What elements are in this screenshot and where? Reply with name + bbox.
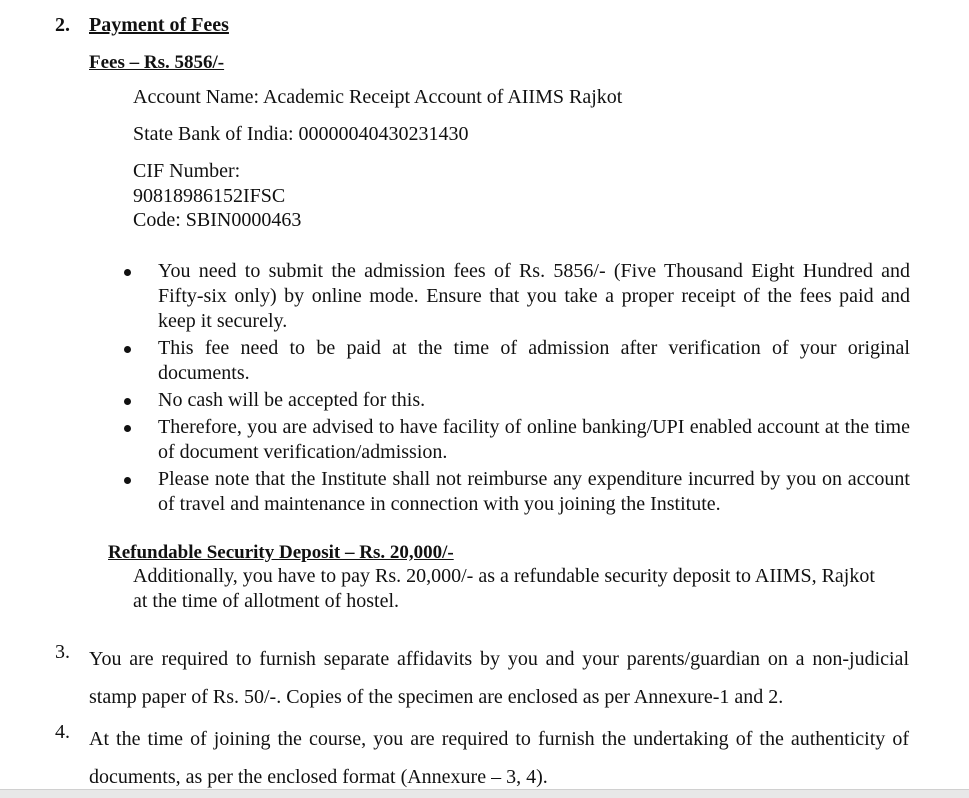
fees-heading: Fees – Rs. 5856/- (89, 52, 225, 73)
list-item (0, 388, 910, 413)
item-text: You are required to furnish separate affidavits by you and your parents/guardian on a non-judicial stamp paper of Rs. 50/-. Copies of the specimen are enclosed as per Annexure-1 and 2. (89, 648, 909, 708)
bullet-icon (124, 346, 131, 353)
list-item-text: Therefore, you are advised to have facility of online banking/UPI enabled account at the time of document verification/admission. (158, 416, 910, 463)
bullet-icon (124, 477, 131, 484)
bullet-icon (124, 398, 131, 405)
bullet-icon (124, 269, 131, 276)
refundable-deposit-text: Additionally, you have to pay Rs. 20,000/- as a refundable security deposit to AIIMS, Rajkot at the time of allotment of hostel. (133, 565, 875, 612)
section-number: 2. (55, 14, 70, 36)
fee-instructions-list (0, 259, 969, 519)
item-number: 3. (55, 641, 70, 663)
cif-label: CIF Number: (133, 160, 241, 182)
list-item-text: No cash will be accepted for this. (158, 389, 426, 411)
list-item (0, 467, 910, 517)
account-name: Account Name: Academic Receipt Account of AIIMS Rajkot (133, 86, 623, 108)
list-item (0, 259, 910, 334)
list-item-text: This fee need to be paid at the time of admission after verification of your original documents. (158, 337, 910, 384)
bullet-icon (124, 425, 131, 432)
item-number: 4. (55, 721, 70, 743)
section-title: Payment of Fees (89, 14, 229, 36)
list-item (0, 415, 910, 465)
cif-value: 90818986152IFSC (133, 185, 286, 207)
list-item-text: Please note that the Institute shall not reimburse any expenditure incurred by you on account of travel and maintenance in connection with you joining the Institute. (158, 468, 910, 515)
bank-account-number: State Bank of India: 00000040430231430 (133, 123, 469, 145)
item-text: At the time of joining the course, you are required to furnish the undertaking of the authenticity of documents, as per the enclosed format (Annexure – 3, 4). (89, 728, 909, 788)
refundable-deposit-heading: Refundable Security Deposit – Rs. 20,000/- (108, 542, 454, 563)
list-item-text: You need to submit the admission fees of Rs. 5856/- (Five Thousand Eight Hundred and Fifty-six only) by online mode. Ensure that you take a proper receipt of the fees paid and keep it securely. (158, 260, 910, 332)
ifsc-code: Code: SBIN0000463 (133, 209, 302, 231)
list-item (0, 336, 910, 386)
